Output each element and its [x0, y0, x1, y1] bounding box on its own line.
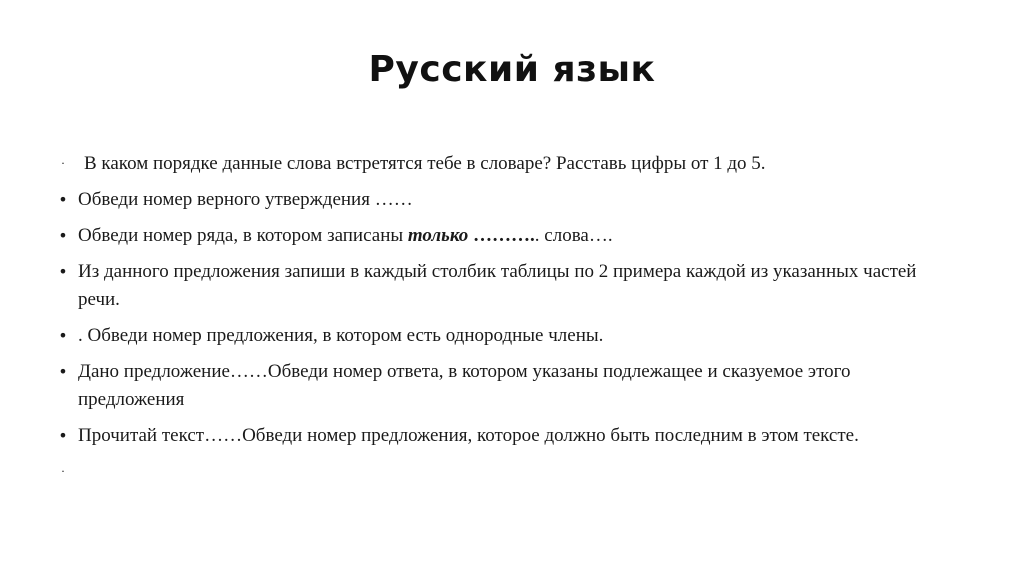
- bullet-dot-icon: •: [58, 226, 68, 245]
- list-item: [56, 222, 956, 250]
- list-item-dots: ……….: [468, 225, 535, 246]
- list-item: [56, 358, 956, 414]
- list-item-empty: [56, 458, 956, 480]
- list-item-text-after: . слова….: [534, 225, 613, 246]
- bullet-dot-icon: ·: [61, 465, 65, 478]
- bullet-dot-icon: •: [58, 262, 68, 281]
- list-item-text: [78, 225, 613, 246]
- list-item-text-before: Обведи номер ряда, в котором записаны: [78, 225, 408, 246]
- list-item-text: Прочитай текст……Обведи номер предложения, которое должно быть последним в этом тексте.: [78, 425, 859, 446]
- list-item-text: Обведи номер верного утверждения ……: [78, 189, 413, 210]
- list-item-emphasis: только: [407, 225, 469, 246]
- list-item-text: Из данного предложения запиши в каждый столбик таблицы по 2 примера каждой из указанных частей речи.: [78, 261, 917, 310]
- bullet-dot-icon: •: [58, 362, 68, 381]
- list-item-text: Дано предложение……Обведи номер ответа, в котором указаны подлежащее и сказуемое этого предложения: [78, 361, 851, 410]
- list-item: [56, 150, 956, 178]
- list-item-text: . Обведи номер предложения, в котором есть однородные члены.: [78, 325, 604, 346]
- bullet-dot-icon: •: [58, 190, 68, 209]
- bullet-dot-icon: •: [58, 426, 68, 445]
- list-item: [56, 258, 956, 314]
- slide-title: Русский язык: [368, 49, 656, 90]
- list-item-text: В каком порядке данные слова встретятся тебе в словаре? Расставь цифры от 1 до 5.: [84, 153, 766, 174]
- bullet-dot-icon: •: [58, 326, 68, 345]
- list-item: [56, 186, 956, 214]
- list-item: [56, 322, 956, 350]
- list-item: [56, 422, 956, 450]
- bullet-dot-icon: ·: [61, 157, 65, 170]
- task-list: [56, 150, 956, 488]
